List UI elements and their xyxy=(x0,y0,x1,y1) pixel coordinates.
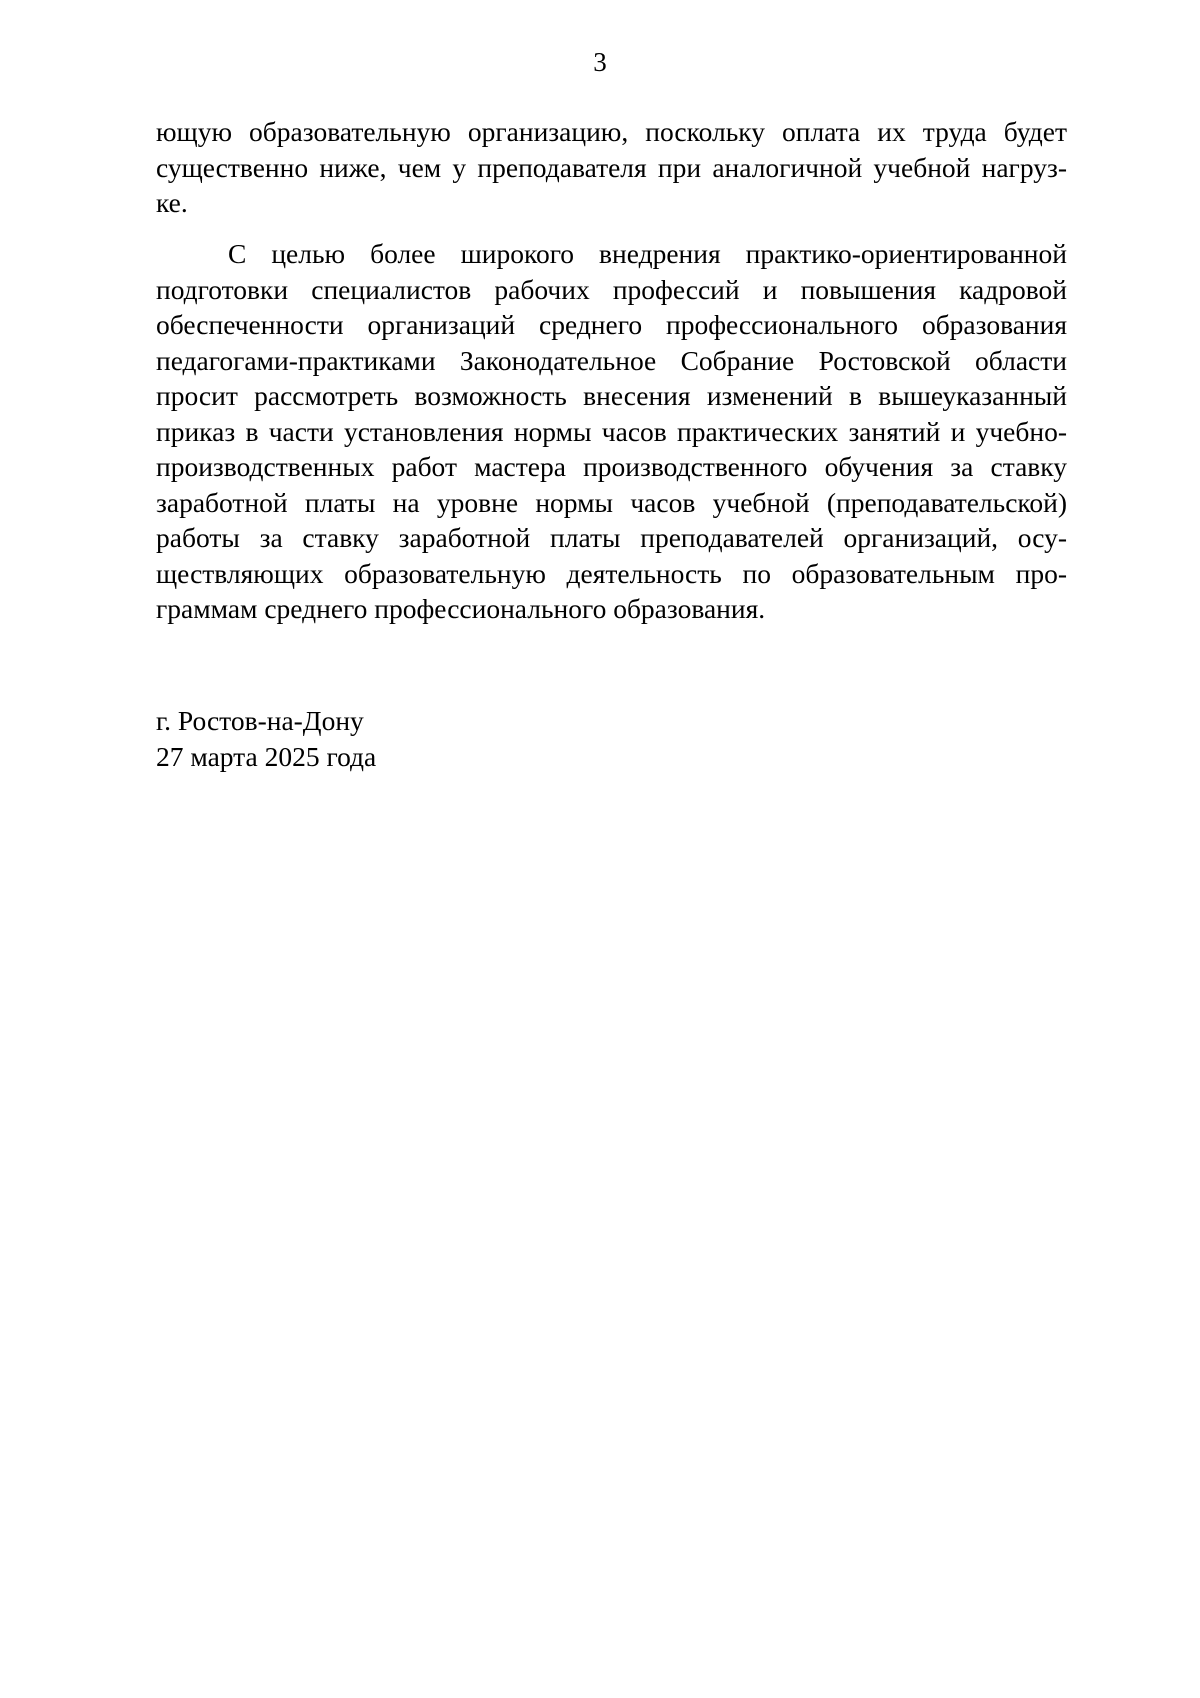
text-line: просит рассмотреть возможность внесения изменений в вышеуказанный xyxy=(156,380,1067,411)
paragraph-continuation xyxy=(156,114,1067,221)
page-number: 3 xyxy=(593,47,607,77)
text-line: педагогами-практиками Законодательное Собрание Ростовской области xyxy=(156,344,1067,376)
signoff-place: г. Ростов-на-Дону xyxy=(156,705,364,736)
text-line: обеспеченности организаций среднего профессионального образования xyxy=(156,309,1067,340)
text-line: заработной платы на уровне нормы часов учебной (преподавательской) xyxy=(156,486,1067,518)
paragraph-request xyxy=(156,236,1067,627)
text-line: подготовки специалистов рабочих профессий и повышения кадровой xyxy=(156,273,1067,305)
text-line: производственных работ мастера производственного обучения за ставку xyxy=(156,451,1067,482)
signoff-date: 27 марта 2025 года xyxy=(156,740,377,772)
text-line: приказ в части установления нормы часов практических занятий и учебно- xyxy=(156,415,1067,447)
text-line: ществляющих образовательную деятельность по образовательным про- xyxy=(156,557,1067,589)
text-line: работы за ставку заработной платы преподавателей организаций, осу- xyxy=(156,522,1067,553)
text-line: граммам среднего профессионального образования. xyxy=(156,593,766,624)
text-line: существенно ниже, чем у преподавателя при аналогичной учебной нагруз- xyxy=(156,151,1067,183)
signoff-block xyxy=(156,703,376,774)
text-line: С целью более широкого внедрения практико-ориентированной xyxy=(228,238,1067,269)
text-line: ке. xyxy=(156,187,188,218)
text-line: ющую образовательную организацию, поскольку оплата их труда будет xyxy=(156,116,1067,147)
